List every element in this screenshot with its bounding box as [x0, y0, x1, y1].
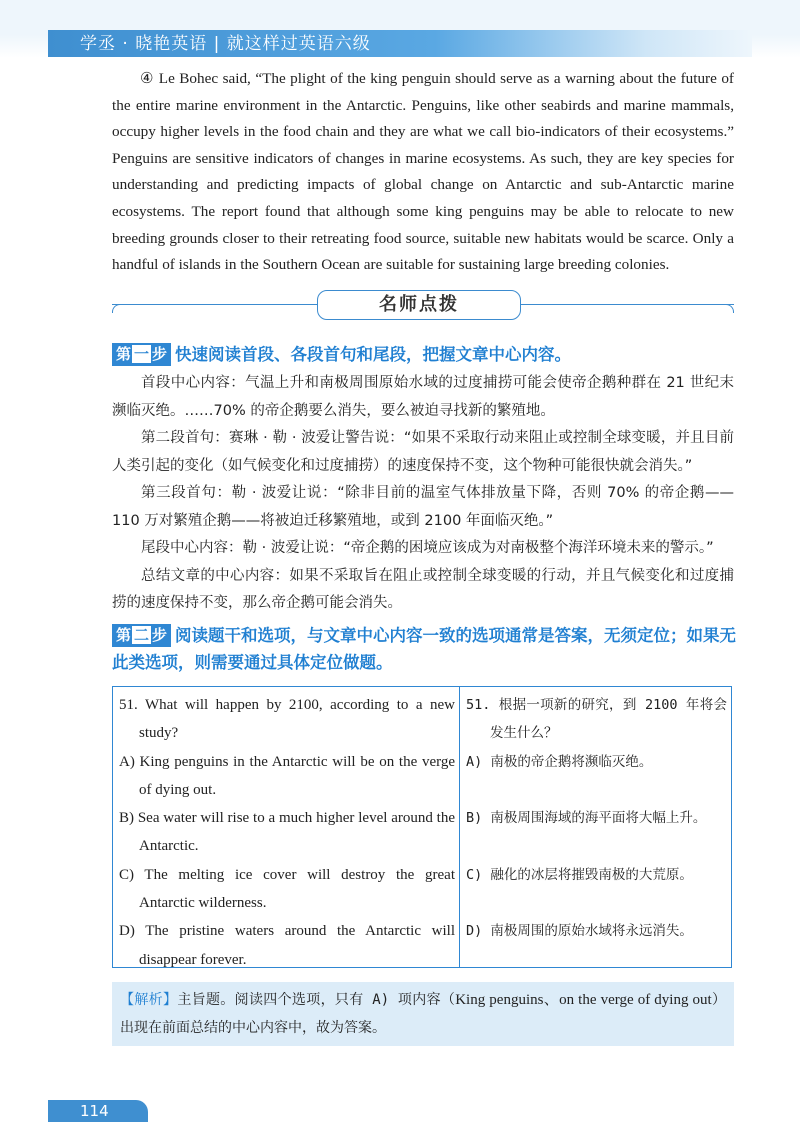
step-1-badge: 第 一 步 — [112, 343, 171, 366]
question-chinese-column — [460, 687, 731, 967]
section-divider — [112, 290, 734, 320]
option-b-en: B) Sea water will rise to a much higher level around the Antarctic. — [119, 810, 455, 855]
option-a-en: A) King penguins in the Antarctic will be on the verge of dying out. — [119, 753, 455, 798]
overall-summary: 总结文章的中心内容：如果不采取旨在阻止或控制全球变暖的行动，并且气候变化和过度捕捞的速度保持不变，那么帝企鹅可能会消失。 — [112, 567, 734, 611]
analysis-text-before: 主旨题。阅读四个选项，只有 A) 项内容（ — [177, 992, 456, 1008]
divider-corner-left — [112, 304, 121, 313]
option-d-en: D) The pristine waters around the Antarctic will disappear forever. — [119, 923, 455, 968]
passage — [112, 66, 734, 279]
option-c-en: C) The melting ice cover will destroy the great Antarctic wilderness. — [119, 866, 455, 912]
header-title: 学丞 · 晓艳英语 | 就这样过英语六级 — [80, 34, 371, 54]
step-1-text: 快速阅读首段、各段首句和尾段，把握文章中心内容。 — [175, 345, 572, 364]
section-title: 名师点拨 — [317, 290, 521, 320]
option-b-cn: B) 南极周围海域的海平面将大幅上升。 — [466, 810, 707, 827]
analysis-box — [112, 982, 734, 1046]
step-1-body — [112, 370, 734, 618]
question-stem-cn: 51. 根据一项新的研究，到 2100 年将会发生什么？ — [466, 697, 727, 742]
option-a-cn: A) 南极的帝企鹅将濒临灭绝。 — [466, 753, 653, 770]
question-english-column — [113, 687, 460, 967]
step-2-badge: 第 二 步 — [112, 624, 171, 647]
analysis-text-after: ）出现在前面总结的中心内容中，故为答案。 — [120, 992, 727, 1036]
question-stem-en: 51. What will happen by 2100, according to a new study? — [119, 697, 455, 742]
passage-paragraph-4: ④ Le Bohec said, “The plight of the king penguin should serve as a warning about the future of the entire marine environment in the Antarctic. Penguins, like other seabirds and marine mammals, occupy higher levels in the food chain and they are what we call bio-indicators of their ecosystems.” Penguins are sensitive indicators of changes in marine ecosystems. As such, they are key species for understanding and predicting impacts of global change on Antarctic and sub-Antarctic marine ecosystems. The report found that although some king penguins may be able to relocate to new breeding grounds closer to their retreating food source, suitable new habitats would be scarce. Only a handful of islands in the Southern Ocean are suitable for sustaining large breeding colonies. — [112, 70, 734, 274]
step-2-text: 阅读题干和选项，与文章中心内容一致的选项通常是答案，无须定位；如果无此类选项，则需要通过具体定位做题。 — [112, 626, 737, 672]
step-1-heading — [112, 343, 742, 367]
first-paragraph-summary: 首段中心内容：气温上升和南极周围原始水域的过度捕捞可能会使帝企鹅种群在 21 世纪末濒临灭绝。……70% 的帝企鹅要么消失，要么被迫寻找新的繁殖地。 — [112, 375, 734, 419]
question-table — [112, 686, 732, 968]
page-number: 114 — [80, 1102, 109, 1120]
analysis-tag: 【解析】 — [120, 992, 178, 1008]
option-c-cn: C) 融化的冰层将摧毁南极的大荒原。 — [466, 866, 693, 883]
third-paragraph-first-sentence: 第三段首句：勒 · 波爱让说：“除非目前的温室气体排放量下降，否则 70% 的帝企鹅——110 万对繁殖企鹅——将被迫迁移繁殖地，或到 2100 年面临灭绝。” — [112, 485, 734, 529]
last-paragraph-summary: 尾段中心内容：勒 · 波爱让说：“帝企鹅的困境应该成为对南极整个海洋环境未来的警示。” — [141, 540, 714, 556]
second-paragraph-first-sentence: 第二段首句：赛琳 · 勒 · 波爱让警告说：“如果不采取行动来阻止或控制全球变暖，并且目前人类引起的变化（如气候变化和过度捕捞）的速度保持不变，这个物种可能很快就会消失。” — [112, 430, 734, 474]
analysis-text-en: King penguins、on the verge of dying out — [455, 992, 712, 1008]
page-header — [0, 0, 800, 58]
option-d-cn: D) 南极周围的原始水域将永远消失。 — [466, 923, 693, 940]
step-2-heading — [112, 622, 742, 676]
divider-corner-right — [725, 304, 734, 313]
